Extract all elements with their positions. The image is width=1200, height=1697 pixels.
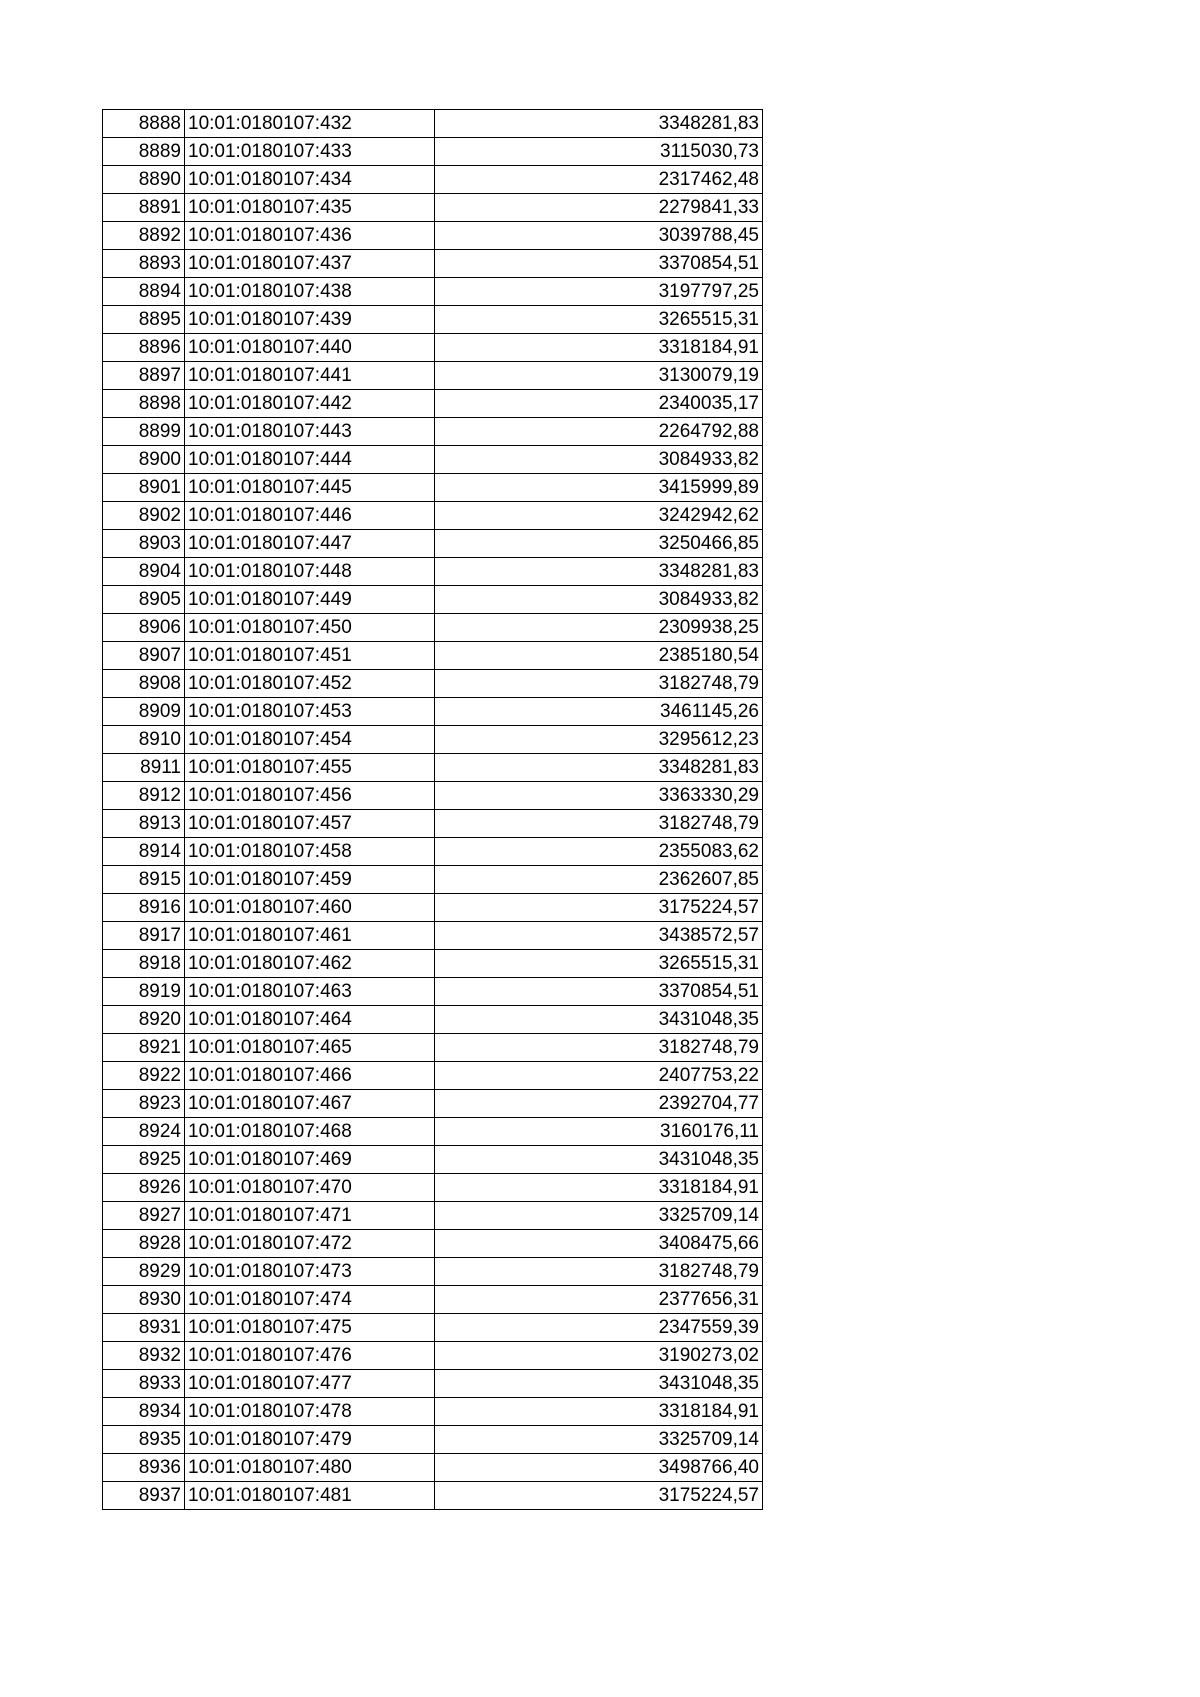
row-number-cell: 8927	[103, 1202, 185, 1230]
cadastral-number-cell: 10:01:0180107:437	[185, 250, 435, 278]
row-number-cell: 8919	[103, 978, 185, 1006]
table-row	[103, 222, 763, 250]
cadastral-number-cell: 10:01:0180107:432	[185, 110, 435, 138]
table-row	[103, 166, 763, 194]
row-number-cell: 8937	[103, 1482, 185, 1510]
value-cell: 3318184,91	[435, 1174, 763, 1202]
cadastral-number-cell: 10:01:0180107:470	[185, 1174, 435, 1202]
row-number-cell: 8913	[103, 810, 185, 838]
value-cell: 3190273,02	[435, 1342, 763, 1370]
cadastral-number-cell: 10:01:0180107:457	[185, 810, 435, 838]
cadastral-number-cell: 10:01:0180107:452	[185, 670, 435, 698]
row-number-cell: 8907	[103, 642, 185, 670]
row-number-cell: 8916	[103, 894, 185, 922]
row-number-cell: 8918	[103, 950, 185, 978]
table-row	[103, 474, 763, 502]
table-row	[103, 1174, 763, 1202]
table-row	[103, 1090, 763, 1118]
table-row	[103, 950, 763, 978]
value-cell: 2362607,85	[435, 866, 763, 894]
table-row	[103, 334, 763, 362]
table-row	[103, 1482, 763, 1510]
row-number-cell: 8921	[103, 1034, 185, 1062]
value-cell: 3197797,25	[435, 278, 763, 306]
cadastral-number-cell: 10:01:0180107:461	[185, 922, 435, 950]
row-number-cell: 8906	[103, 614, 185, 642]
table-row	[103, 810, 763, 838]
row-number-cell: 8896	[103, 334, 185, 362]
table-row	[103, 390, 763, 418]
value-cell: 3318184,91	[435, 334, 763, 362]
table-row	[103, 502, 763, 530]
value-cell: 3182748,79	[435, 1258, 763, 1286]
table-row	[103, 418, 763, 446]
row-number-cell: 8912	[103, 782, 185, 810]
cadastral-number-cell: 10:01:0180107:481	[185, 1482, 435, 1510]
value-cell: 3182748,79	[435, 670, 763, 698]
value-cell: 2317462,48	[435, 166, 763, 194]
table-row	[103, 698, 763, 726]
table-row	[103, 1034, 763, 1062]
table-row	[103, 558, 763, 586]
table-row	[103, 614, 763, 642]
value-cell: 3242942,62	[435, 502, 763, 530]
table-row	[103, 306, 763, 334]
row-number-cell: 8933	[103, 1370, 185, 1398]
value-cell: 3431048,35	[435, 1006, 763, 1034]
value-cell: 3160176,11	[435, 1118, 763, 1146]
table-row	[103, 1286, 763, 1314]
value-cell: 2340035,17	[435, 390, 763, 418]
row-number-cell: 8925	[103, 1146, 185, 1174]
cadastral-number-cell: 10:01:0180107:471	[185, 1202, 435, 1230]
cadastral-number-cell: 10:01:0180107:440	[185, 334, 435, 362]
row-number-cell: 8889	[103, 138, 185, 166]
table-row	[103, 446, 763, 474]
row-number-cell: 8924	[103, 1118, 185, 1146]
table-row	[103, 1342, 763, 1370]
cadastral-number-cell: 10:01:0180107:477	[185, 1370, 435, 1398]
row-number-cell: 8905	[103, 586, 185, 614]
cadastral-number-cell: 10:01:0180107:445	[185, 474, 435, 502]
table-row	[103, 1146, 763, 1174]
row-number-cell: 8931	[103, 1314, 185, 1342]
row-number-cell: 8910	[103, 726, 185, 754]
cadastral-number-cell: 10:01:0180107:475	[185, 1314, 435, 1342]
row-number-cell: 8908	[103, 670, 185, 698]
table-row	[103, 278, 763, 306]
row-number-cell: 8897	[103, 362, 185, 390]
table-body	[103, 110, 763, 1510]
value-cell: 3348281,83	[435, 110, 763, 138]
cadastral-number-cell: 10:01:0180107:435	[185, 194, 435, 222]
cadastral-number-cell: 10:01:0180107:476	[185, 1342, 435, 1370]
value-cell: 3084933,82	[435, 446, 763, 474]
value-cell: 2347559,39	[435, 1314, 763, 1342]
cadastral-number-cell: 10:01:0180107:474	[185, 1286, 435, 1314]
value-cell: 3370854,51	[435, 250, 763, 278]
row-number-cell: 8922	[103, 1062, 185, 1090]
cadastral-number-cell: 10:01:0180107:449	[185, 586, 435, 614]
table-row	[103, 250, 763, 278]
cadastral-number-cell: 10:01:0180107:465	[185, 1034, 435, 1062]
row-number-cell: 8926	[103, 1174, 185, 1202]
cadastral-number-cell: 10:01:0180107:459	[185, 866, 435, 894]
cadastral-number-cell: 10:01:0180107:446	[185, 502, 435, 530]
cadastral-number-cell: 10:01:0180107:443	[185, 418, 435, 446]
value-cell: 3265515,31	[435, 950, 763, 978]
cadastral-number-cell: 10:01:0180107:444	[185, 446, 435, 474]
value-cell: 2377656,31	[435, 1286, 763, 1314]
table-row	[103, 1062, 763, 1090]
cadastral-number-cell: 10:01:0180107:478	[185, 1398, 435, 1426]
value-cell: 3363330,29	[435, 782, 763, 810]
value-cell: 3461145,26	[435, 698, 763, 726]
value-cell: 3348281,83	[435, 558, 763, 586]
row-number-cell: 8914	[103, 838, 185, 866]
cadastral-number-cell: 10:01:0180107:436	[185, 222, 435, 250]
value-cell: 2407753,22	[435, 1062, 763, 1090]
value-cell: 3370854,51	[435, 978, 763, 1006]
row-number-cell: 8936	[103, 1454, 185, 1482]
table-row	[103, 194, 763, 222]
cadastral-number-cell: 10:01:0180107:479	[185, 1426, 435, 1454]
data-table	[102, 109, 763, 1510]
cadastral-number-cell: 10:01:0180107:464	[185, 1006, 435, 1034]
value-cell: 2264792,88	[435, 418, 763, 446]
value-cell: 2392704,77	[435, 1090, 763, 1118]
table-row	[103, 922, 763, 950]
cadastral-number-cell: 10:01:0180107:455	[185, 754, 435, 782]
row-number-cell: 8928	[103, 1230, 185, 1258]
row-number-cell: 8903	[103, 530, 185, 558]
cadastral-number-cell: 10:01:0180107:434	[185, 166, 435, 194]
row-number-cell: 8934	[103, 1398, 185, 1426]
cadastral-number-cell: 10:01:0180107:480	[185, 1454, 435, 1482]
row-number-cell: 8900	[103, 446, 185, 474]
value-cell: 3115030,73	[435, 138, 763, 166]
row-number-cell: 8890	[103, 166, 185, 194]
table-row	[103, 726, 763, 754]
row-number-cell: 8902	[103, 502, 185, 530]
row-number-cell: 8909	[103, 698, 185, 726]
value-cell: 3415999,89	[435, 474, 763, 502]
value-cell: 3130079,19	[435, 362, 763, 390]
row-number-cell: 8915	[103, 866, 185, 894]
value-cell: 3431048,35	[435, 1370, 763, 1398]
table-row	[103, 1258, 763, 1286]
table-row	[103, 1454, 763, 1482]
table-row	[103, 1202, 763, 1230]
cadastral-number-cell: 10:01:0180107:447	[185, 530, 435, 558]
value-cell: 3175224,57	[435, 894, 763, 922]
cadastral-number-cell: 10:01:0180107:466	[185, 1062, 435, 1090]
row-number-cell: 8894	[103, 278, 185, 306]
table-row	[103, 670, 763, 698]
value-cell: 2385180,54	[435, 642, 763, 670]
row-number-cell: 8917	[103, 922, 185, 950]
row-number-cell: 8923	[103, 1090, 185, 1118]
value-cell: 3438572,57	[435, 922, 763, 950]
row-number-cell: 8895	[103, 306, 185, 334]
row-number-cell: 8911	[103, 754, 185, 782]
cadastral-number-cell: 10:01:0180107:454	[185, 726, 435, 754]
value-cell: 3295612,23	[435, 726, 763, 754]
value-cell: 3084933,82	[435, 586, 763, 614]
row-number-cell: 8901	[103, 474, 185, 502]
row-number-cell: 8920	[103, 1006, 185, 1034]
value-cell: 3325709,14	[435, 1202, 763, 1230]
value-cell: 3039788,45	[435, 222, 763, 250]
cadastral-number-cell: 10:01:0180107:450	[185, 614, 435, 642]
cadastral-number-cell: 10:01:0180107:472	[185, 1230, 435, 1258]
table-row	[103, 1118, 763, 1146]
value-cell: 3318184,91	[435, 1398, 763, 1426]
value-cell: 3348281,83	[435, 754, 763, 782]
value-cell: 2355083,62	[435, 838, 763, 866]
row-number-cell: 8899	[103, 418, 185, 446]
value-cell: 3431048,35	[435, 1146, 763, 1174]
value-cell: 3265515,31	[435, 306, 763, 334]
table-row	[103, 362, 763, 390]
cadastral-number-cell: 10:01:0180107:448	[185, 558, 435, 586]
table-row	[103, 978, 763, 1006]
table-row	[103, 110, 763, 138]
table-row	[103, 1426, 763, 1454]
cadastral-number-cell: 10:01:0180107:473	[185, 1258, 435, 1286]
row-number-cell: 8892	[103, 222, 185, 250]
cadastral-number-cell: 10:01:0180107:442	[185, 390, 435, 418]
cadastral-number-cell: 10:01:0180107:458	[185, 838, 435, 866]
cadastral-number-cell: 10:01:0180107:453	[185, 698, 435, 726]
table-row	[103, 138, 763, 166]
cadastral-number-cell: 10:01:0180107:456	[185, 782, 435, 810]
row-number-cell: 8893	[103, 250, 185, 278]
value-cell: 3325709,14	[435, 1426, 763, 1454]
row-number-cell: 8935	[103, 1426, 185, 1454]
value-cell: 3250466,85	[435, 530, 763, 558]
table-row	[103, 838, 763, 866]
cadastral-number-cell: 10:01:0180107:468	[185, 1118, 435, 1146]
value-cell: 3498766,40	[435, 1454, 763, 1482]
table-row	[103, 1230, 763, 1258]
value-cell: 2279841,33	[435, 194, 763, 222]
row-number-cell: 8904	[103, 558, 185, 586]
cadastral-number-cell: 10:01:0180107:441	[185, 362, 435, 390]
cadastral-number-cell: 10:01:0180107:438	[185, 278, 435, 306]
table-row	[103, 782, 763, 810]
value-cell: 3182748,79	[435, 1034, 763, 1062]
table-row	[103, 754, 763, 782]
table-row	[103, 586, 763, 614]
row-number-cell: 8929	[103, 1258, 185, 1286]
value-cell: 3408475,66	[435, 1230, 763, 1258]
row-number-cell: 8888	[103, 110, 185, 138]
cadastral-number-cell: 10:01:0180107:460	[185, 894, 435, 922]
cadastral-number-cell: 10:01:0180107:451	[185, 642, 435, 670]
cadastral-number-cell: 10:01:0180107:433	[185, 138, 435, 166]
cadastral-number-cell: 10:01:0180107:462	[185, 950, 435, 978]
cadastral-number-cell: 10:01:0180107:469	[185, 1146, 435, 1174]
cadastral-number-cell: 10:01:0180107:439	[185, 306, 435, 334]
table-row	[103, 1370, 763, 1398]
value-cell: 2309938,25	[435, 614, 763, 642]
cadastral-number-cell: 10:01:0180107:467	[185, 1090, 435, 1118]
row-number-cell: 8930	[103, 1286, 185, 1314]
table-row	[103, 894, 763, 922]
cadastral-number-cell: 10:01:0180107:463	[185, 978, 435, 1006]
row-number-cell: 8891	[103, 194, 185, 222]
table-row	[103, 1314, 763, 1342]
row-number-cell: 8932	[103, 1342, 185, 1370]
value-cell: 3182748,79	[435, 810, 763, 838]
value-cell: 3175224,57	[435, 1482, 763, 1510]
row-number-cell: 8898	[103, 390, 185, 418]
table-row	[103, 642, 763, 670]
table-row	[103, 1006, 763, 1034]
table-row	[103, 530, 763, 558]
table-row	[103, 1398, 763, 1426]
table-row	[103, 866, 763, 894]
